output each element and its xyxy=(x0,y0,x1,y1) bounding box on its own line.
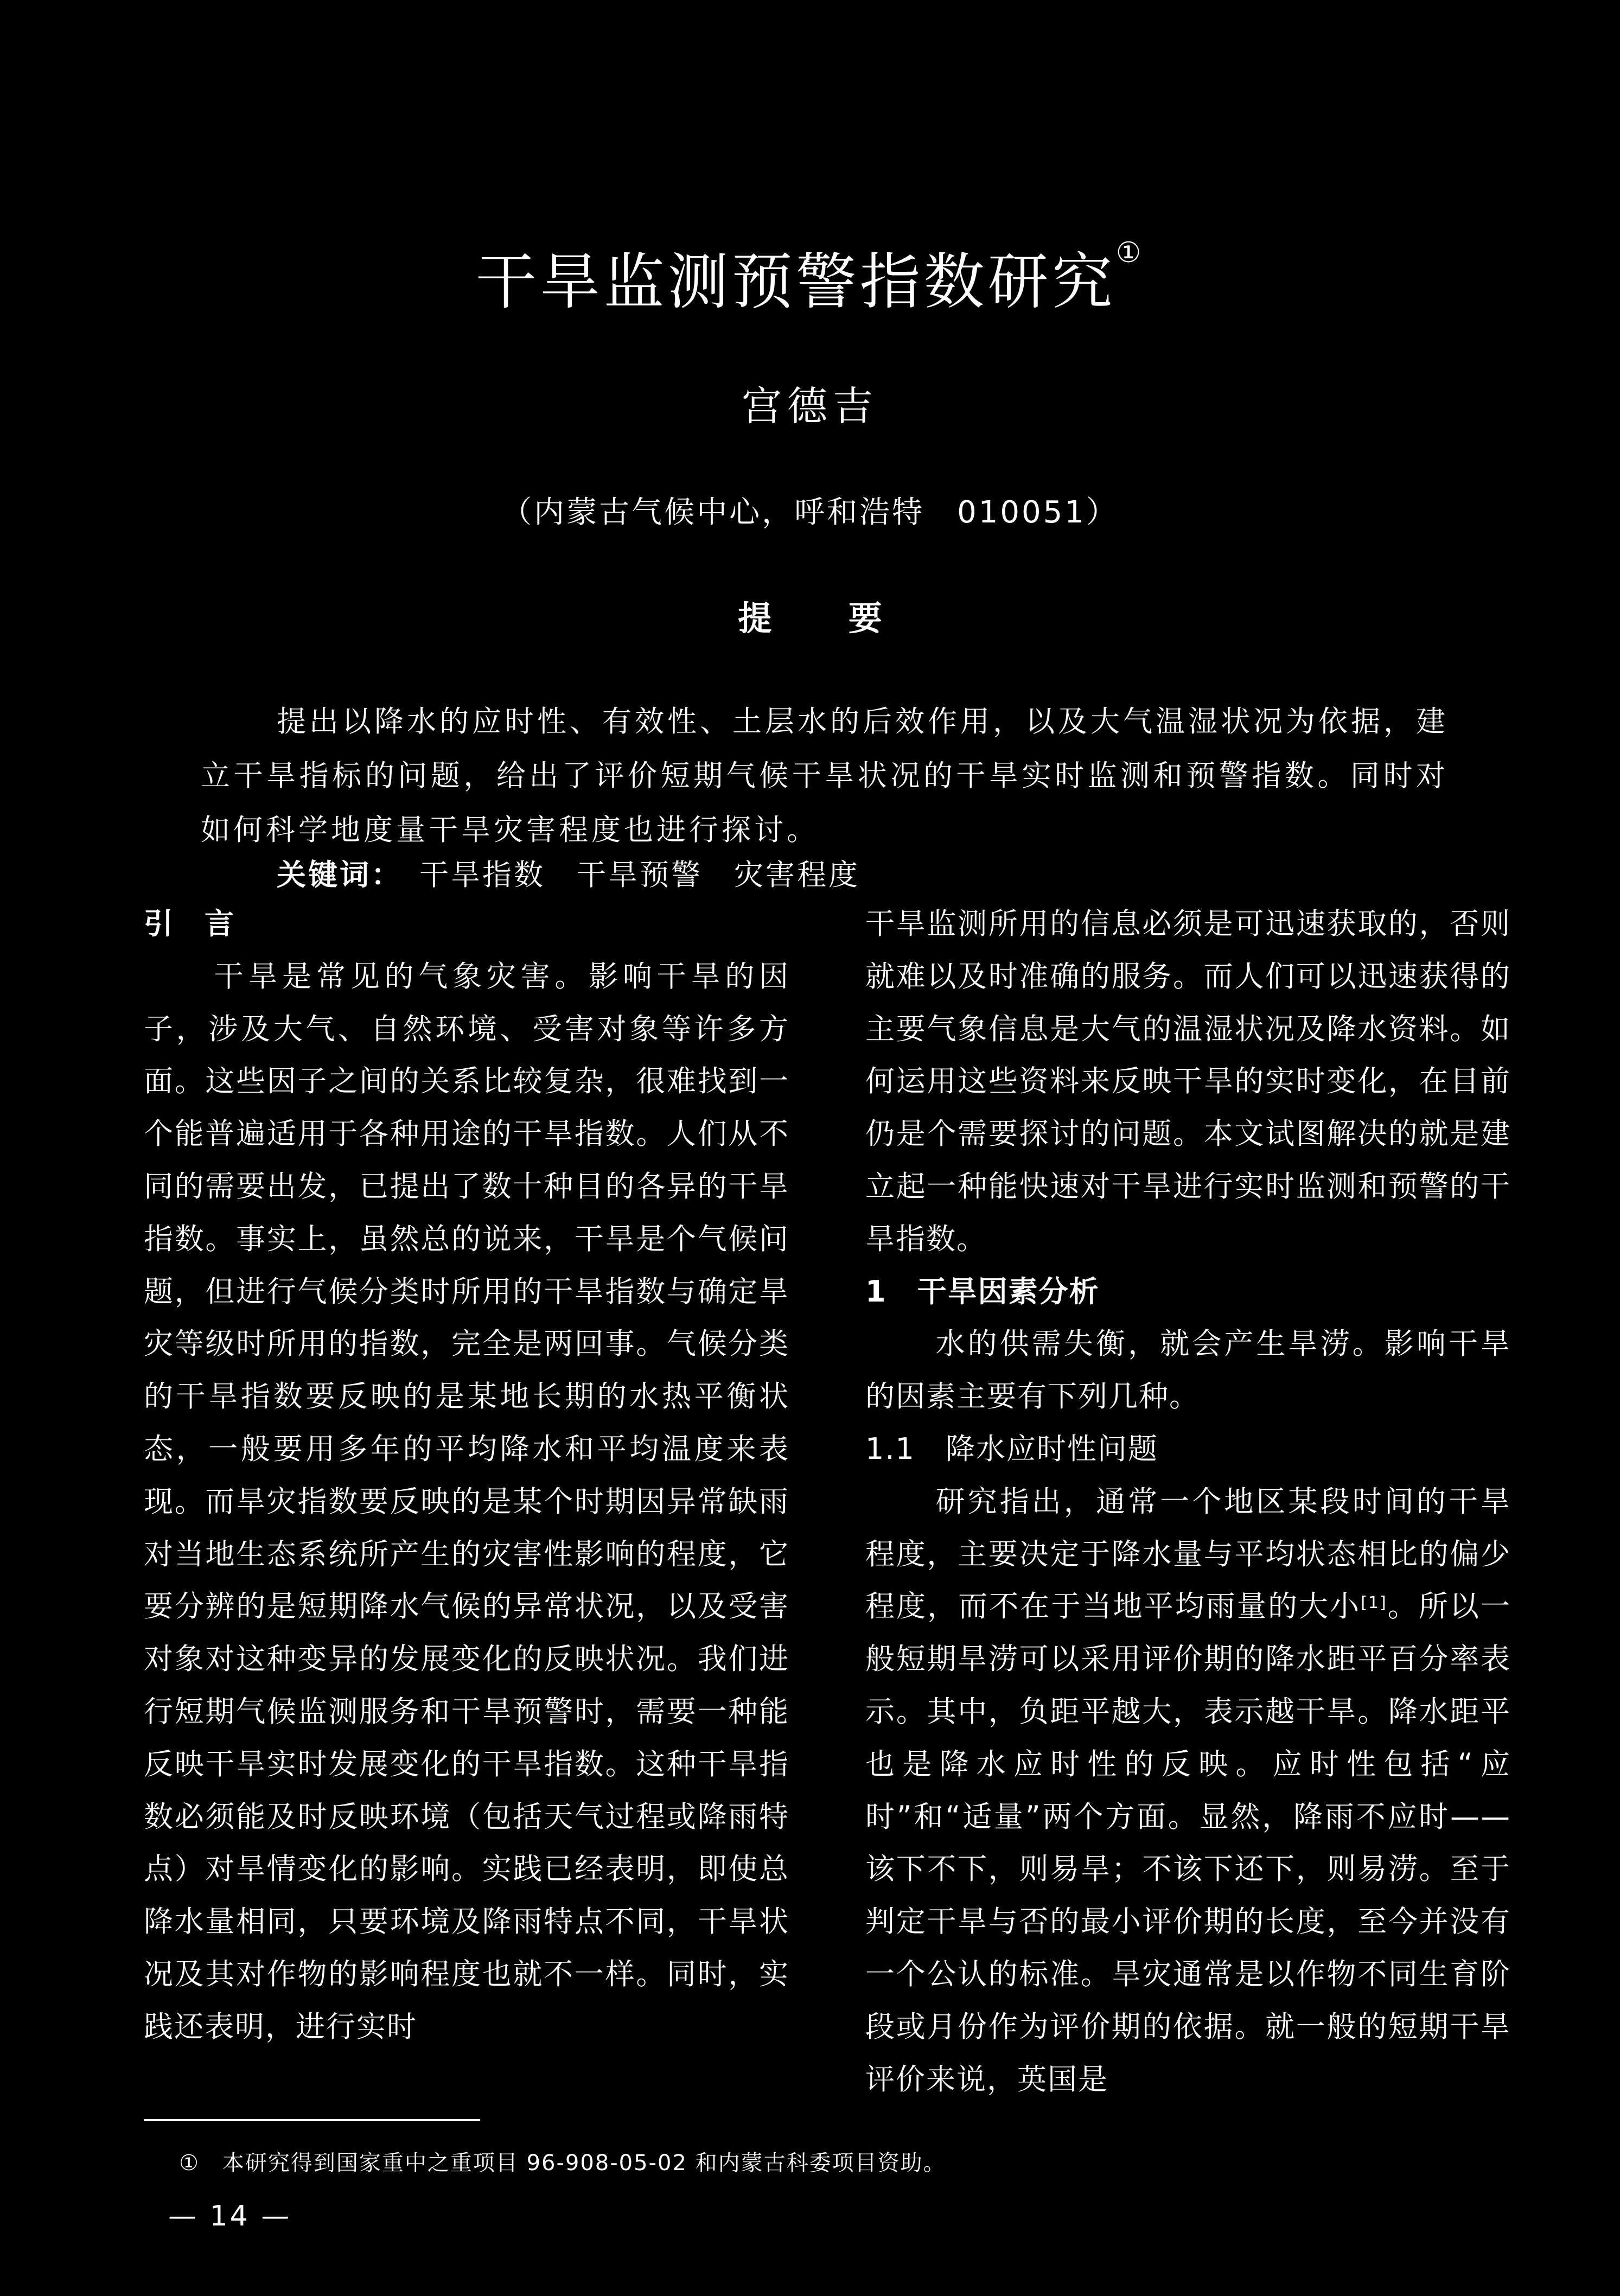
intro-paragraph: 干旱是常见的气象灾害。影响干旱的因子，涉及大气、自然环境、受害对象等许多方面。这些因子之间的关系比较复杂，很难找到一个能普遍适用于各种用途的干旱指数。人们从不同的需要出发，已提出了数十种目的各异的干旱指数。事实上，虽然总的说来，干旱是个气候问题，但进行气候分类时所用的干旱指数与确定旱灾等级时所用的指数，完全是两回事。气候分类的干旱指数要反映的是某地长期的水热平衡状态，一般要用多年的平均降水和平均温度来表现。而旱灾指数要反映的是某个时期因异常缺雨对当地生态系统所产生的灾害性影响的程度，它要分辨的是短期降水气候的异常状况，以及受害对象对这种变异的发展变化的反映状况。我们进行短期气候监测服务和干旱预警时，需要一种能反映干旱实时发展变化的干旱指数。这种干旱指数必须能及时反映环境（包括天气过程或降雨特点）对旱情变化的影响。实践已经表明，即使总降水量相同，只要环境及降雨特点不同，干旱状况及其对作物的影响程度也就不一样。同时，实践还表明，进行实时 xyxy=(144,959,789,2044)
p3-part-a: 研究指出，通常一个地区某段时间的干旱程度，主要决定于降水量与平均状态相比的偏少程度，而不在于当地平均雨量的大小 xyxy=(865,1484,1511,1624)
page-number: — 14 — xyxy=(168,2200,292,2233)
right-paragraph-3 xyxy=(865,1476,1511,2106)
title-footnote-mark: ① xyxy=(1115,237,1145,269)
footnote-divider xyxy=(144,2119,480,2121)
citation-ref: [1] xyxy=(1361,1593,1387,1613)
author-name: 宫德吉 xyxy=(742,383,878,430)
section-1-heading: 1 干旱因素分析 xyxy=(865,1274,1100,1309)
title-text: 干旱监测预警指数研究 xyxy=(475,247,1116,317)
footnote: ① 本研究得到国家重中之重项目 96-908-05-02 和内蒙古科委项目资助。 xyxy=(179,2151,946,2176)
abstract-heading: 提 要 xyxy=(738,598,882,638)
right-column xyxy=(865,898,1511,2106)
p3-part-b: 。所以一般短期旱涝可以采用评价期的降水距平百分率表示。其中，负距平越大，表示越干旱。降水距平也是降水应时性的反映。应时性包括“应时”和“适量”两个方面。显然，降雨不应时——该下不下，则易旱；不该下还下，则易涝。至于判定干旱与否的最小评价期的长度，至今并没有一个公认的标准。旱灾通常是以作物不同生育阶段或月份作为评价期的依据。就一般的短期干旱评价来说，英国是 xyxy=(865,1589,1511,2096)
keywords-line xyxy=(277,852,860,894)
keywords-label: 关键词： xyxy=(277,858,388,892)
left-column xyxy=(144,898,789,2053)
keywords-list: 干旱指数 干旱预警 灾害程度 xyxy=(419,858,860,892)
paper-title xyxy=(0,233,1620,321)
abstract xyxy=(201,694,1449,857)
intro-heading: 引 言 xyxy=(144,907,235,941)
section-1-1-heading: 1.1 降水应时性问题 xyxy=(865,1431,1158,1466)
right-paragraph-2: 水的供需失衡，就会产生旱涝。影响干旱的因素主要有下列几种。 xyxy=(865,1326,1511,1414)
abstract-text: 提出以降水的应时性、有效性、土层水的后效作用，以及大气温湿状况为依据，建立干旱指标的问题，给出了评价短期气候干旱状况的干旱实时监测和预警指数。同时对如何科学地度量干旱灾害程度也进行探讨。 xyxy=(201,704,1449,847)
affiliation: （内蒙古气候中心，呼和浩特 010051） xyxy=(501,495,1119,530)
right-paragraph-1: 干旱监测所用的信息必须是可迅速获取的，否则就难以及时准确的服务。而人们可以迅速获得的主要气象信息是大气的温湿状况及降水资料。如何运用这些资料来反映干旱的实时变化，在目前仍是个需要探讨的问题。本文试图解决的就是建立起一种能快速对干旱进行实时监测和预警的干旱指数。 xyxy=(865,907,1511,1256)
